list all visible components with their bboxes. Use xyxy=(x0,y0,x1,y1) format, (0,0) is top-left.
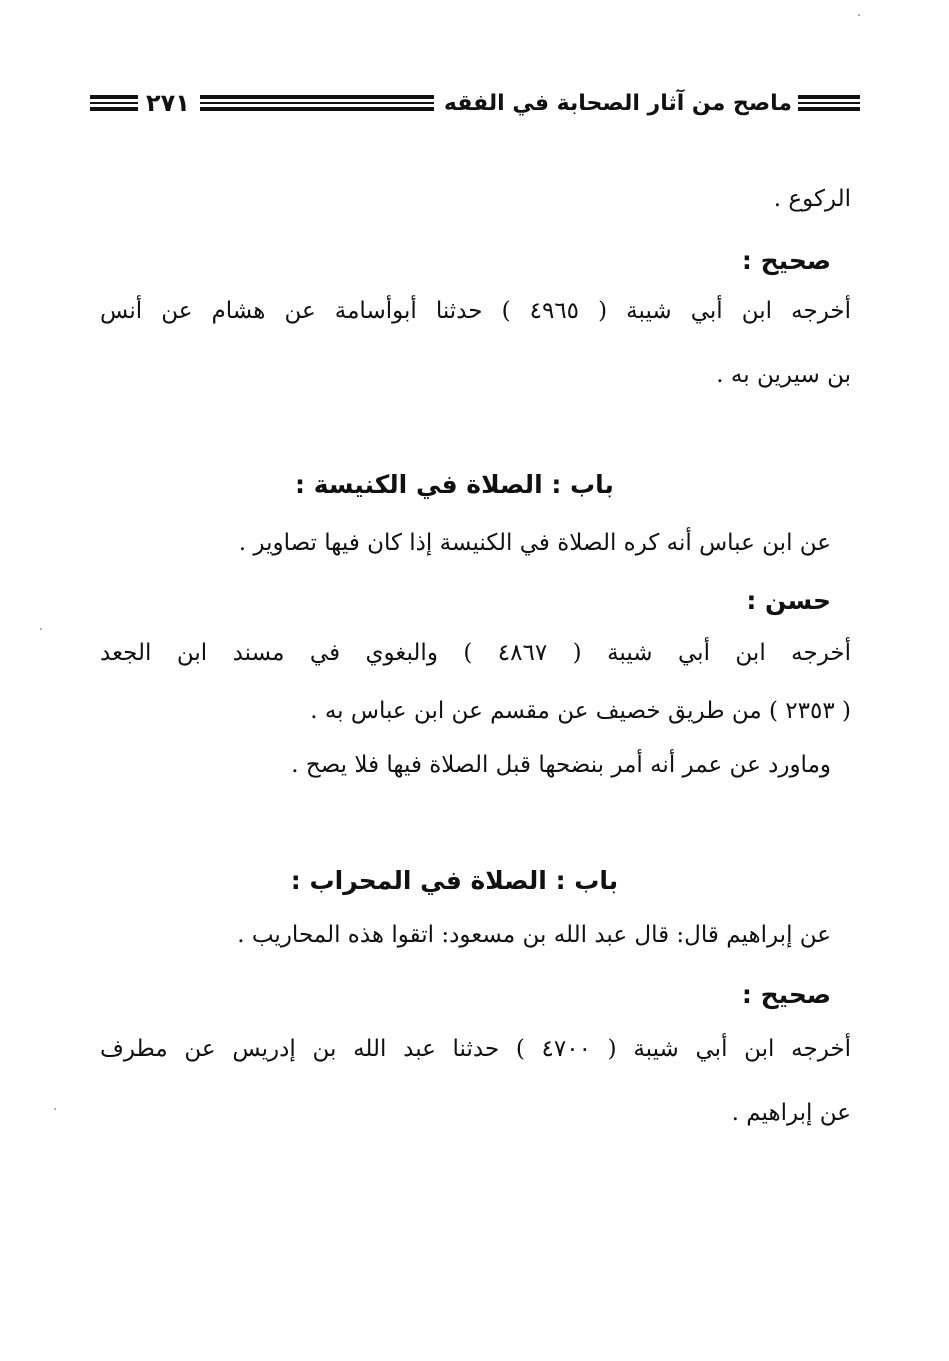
text-line: أخرجه ابن أبي شيبة ( ٤٩٦٥ ) حدثنا أبوأسامة عن هشام عن أنس xyxy=(100,298,851,324)
section-heading: باب : الصلاة في الكنيسة : xyxy=(295,470,614,499)
grading-label: صحيح : xyxy=(741,980,831,1009)
text-line: عن ابن عباس أنه كره الصلاة في الكنيسة إذا كان فيها تصاوير . xyxy=(238,530,831,556)
scan-speck xyxy=(858,14,860,16)
text-line: ( ٢٣٥٣ ) من طريق خصيف عن مقسم عن ابن عباس به . xyxy=(310,698,851,724)
page-number: ٢٧١ xyxy=(146,89,190,117)
grading-label: صحيح : xyxy=(741,246,831,275)
section-heading: باب : الصلاة في المحراب : xyxy=(290,866,619,895)
text-line: بن سيرين به . xyxy=(716,362,851,388)
scan-speck xyxy=(40,628,42,630)
header-rule-middle xyxy=(200,95,434,111)
text-line: عن إبراهيم . xyxy=(731,1100,851,1126)
header-rule-right xyxy=(798,95,860,111)
running-title: ماصح من آثار الصحابة في الفقه xyxy=(443,90,792,116)
text-line: أخرجه ابن أبي شيبة ( ٤٨٦٧ ) والبغوي في مسند ابن الجعد xyxy=(100,640,851,666)
running-header xyxy=(90,84,860,122)
scan-speck xyxy=(54,1108,56,1110)
grading-label: حسن : xyxy=(746,586,831,615)
text-line: عن إبراهيم قال: قال عبد الله بن مسعود: اتقوا هذه المحاريب . xyxy=(237,922,831,948)
text-line: أخرجه ابن أبي شيبة ( ٤٧٠٠ ) حدثنا عبد الله بن إدريس عن مطرف xyxy=(100,1036,851,1062)
text-line: وماورد عن عمر أنه أمر بنضحها قبل الصلاة فيها فلا يصح . xyxy=(291,752,831,778)
header-rule-left xyxy=(90,95,138,111)
text-line: الركوع . xyxy=(773,186,851,212)
